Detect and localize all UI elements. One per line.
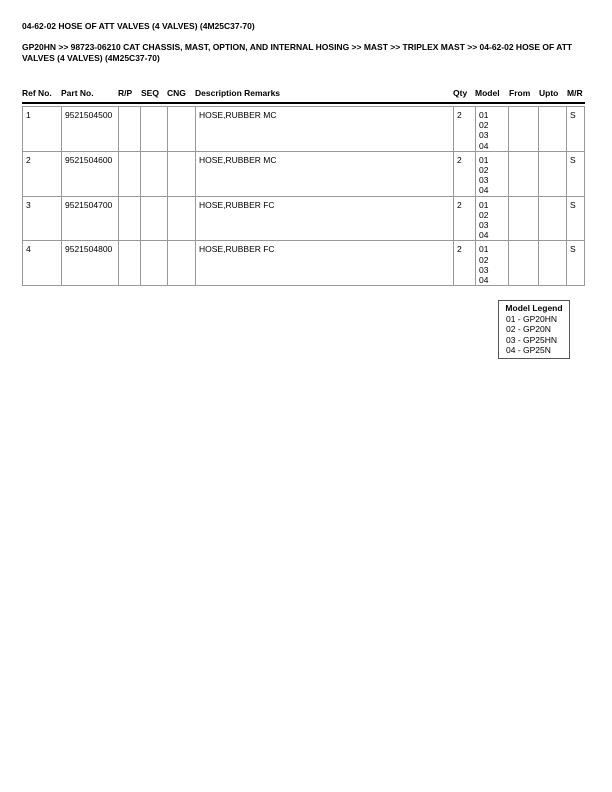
page-title: 04-62-02 HOSE OF ATT VALVES (4 VALVES) (4M25C37-70) (22, 21, 255, 31)
parts-table (22, 106, 585, 286)
upto-cell (539, 107, 567, 152)
upto-cell (539, 151, 567, 196)
model-code: 04 (479, 140, 489, 151)
part-no-cell: 9521504600 (62, 151, 119, 196)
model-cell (476, 196, 509, 241)
qty-cell: 2 (454, 107, 476, 152)
model-code: 01 (479, 110, 489, 120)
qty-cell: 2 (454, 241, 476, 286)
model-cell (476, 241, 509, 286)
ref-no-cell: 2 (23, 151, 62, 196)
upto-cell (539, 241, 567, 286)
header-model: Model (475, 88, 500, 98)
part-no-cell: 9521504700 (62, 196, 119, 241)
upto-cell (539, 196, 567, 241)
qty-cell: 2 (454, 151, 476, 196)
model-code: 03 (479, 264, 489, 275)
seq-cell (141, 151, 168, 196)
rp-cell (119, 241, 141, 286)
seq-cell (141, 241, 168, 286)
from-cell (509, 241, 539, 286)
from-cell (509, 196, 539, 241)
table-row (23, 107, 585, 152)
mr-cell: S (567, 241, 585, 286)
seq-cell (141, 107, 168, 152)
ref-no-cell: 4 (23, 241, 62, 286)
cng-cell (168, 241, 196, 286)
part-no-cell: 9521504800 (62, 241, 119, 286)
cng-cell (168, 107, 196, 152)
cng-cell (168, 151, 196, 196)
header-qty: Qty (453, 88, 468, 98)
model-code: 03 (479, 220, 489, 231)
model-code: 03 (479, 130, 489, 141)
header-rp: R/P (118, 88, 133, 98)
model-code: 01 (479, 154, 489, 165)
model-code: 02 (479, 120, 489, 131)
mr-cell: S (567, 196, 585, 241)
seq-cell (141, 196, 168, 241)
legend-item: 02 - GP20N (506, 324, 551, 335)
mr-cell: S (567, 107, 585, 152)
from-cell (509, 107, 539, 152)
ref-no-cell: 1 (23, 107, 62, 152)
header-from: From (509, 88, 531, 98)
rp-cell (119, 107, 141, 152)
model-code: 03 (479, 175, 489, 186)
description-cell: HOSE,RUBBER MC (196, 107, 454, 152)
header-part-no: Part No. (61, 88, 94, 98)
model-code: 04 (479, 275, 489, 286)
model-code: 02 (479, 254, 489, 265)
header-seq: SEQ (141, 88, 159, 98)
mr-cell: S (567, 151, 585, 196)
model-code: 02 (479, 165, 489, 176)
table-row (23, 196, 585, 241)
model-legend-title: Model Legend (505, 303, 563, 313)
model-legend (498, 300, 570, 359)
header-description: Description Remarks (195, 88, 281, 98)
legend-item: 04 - GP25N (506, 344, 551, 355)
part-no-cell: 9521504500 (62, 107, 119, 152)
table-row (23, 151, 585, 196)
model-cell (476, 107, 509, 152)
from-cell (509, 151, 539, 196)
qty-cell: 2 (454, 196, 476, 241)
description-cell: HOSE,RUBBER FC (196, 196, 454, 241)
header-divider (22, 102, 585, 104)
description-cell: HOSE,RUBBER MC (196, 151, 454, 196)
legend-item: 03 - GP25HN (506, 334, 558, 345)
breadcrumb: GP20HN >> 98723-06210 CAT CHASSIS, MAST, OPTION, AND INTERNAL HOSING >> MAST >> TRIPLEX MAST >> 04-62-02 HOSE OF ATT VALVES (4 VALVES) (4M25C37-70) (22, 42, 573, 63)
header-mr: M/R (567, 88, 583, 98)
model-code: 02 (479, 209, 489, 220)
model-code: 01 (479, 244, 489, 255)
rp-cell (119, 196, 141, 241)
header-upto: Upto (539, 88, 559, 98)
header-cng: CNG (167, 88, 186, 98)
model-cell (476, 151, 509, 196)
cng-cell (168, 196, 196, 241)
model-code: 04 (479, 185, 489, 196)
ref-no-cell: 3 (23, 196, 62, 241)
legend-item: 01 - GP20HN (506, 314, 558, 325)
model-code: 01 (479, 199, 489, 210)
rp-cell (119, 151, 141, 196)
model-code: 04 (479, 230, 489, 241)
table-row (23, 241, 585, 286)
header-ref-no: Ref No. (22, 88, 52, 98)
description-cell: HOSE,RUBBER FC (196, 241, 454, 286)
